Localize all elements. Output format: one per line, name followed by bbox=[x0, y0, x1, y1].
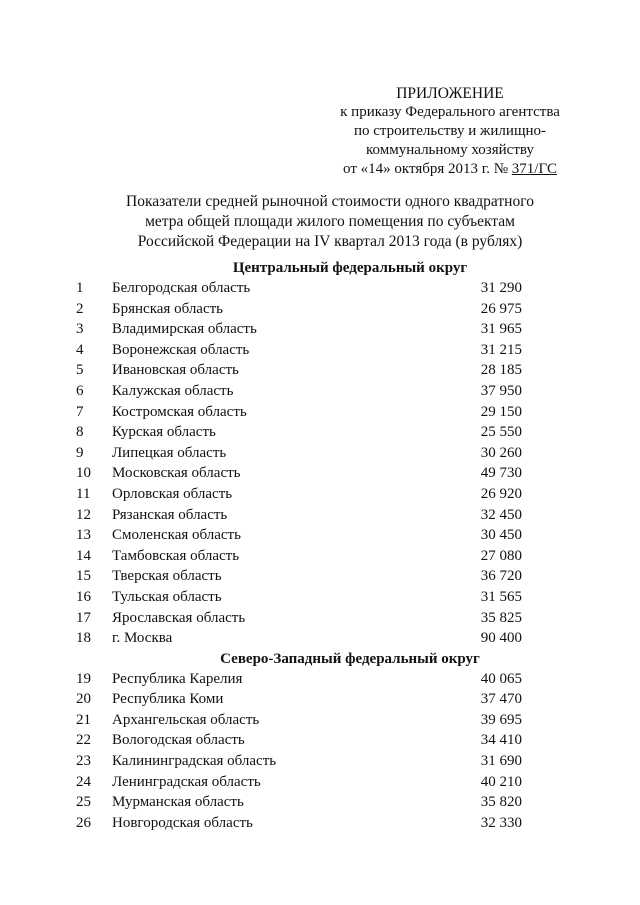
appendix-order-line bbox=[300, 160, 600, 179]
table-row bbox=[0, 319, 640, 340]
table-row bbox=[0, 813, 640, 834]
table-row bbox=[0, 402, 640, 423]
row-number: 23 bbox=[76, 753, 91, 770]
row-number: 7 bbox=[76, 403, 84, 420]
table-row bbox=[0, 505, 640, 526]
appendix-line: коммунальному хозяйству bbox=[366, 142, 534, 158]
region-name: г. Москва bbox=[112, 630, 173, 647]
price-value: 29 150 bbox=[480, 403, 522, 420]
price-value: 30 450 bbox=[480, 527, 522, 544]
price-value: 37 470 bbox=[480, 691, 522, 708]
row-number: 19 bbox=[76, 670, 91, 687]
price-value: 26 975 bbox=[480, 300, 522, 317]
price-value: 27 080 bbox=[480, 547, 522, 564]
price-value: 31 690 bbox=[480, 753, 522, 770]
row-number: 16 bbox=[76, 588, 91, 605]
region-name: Калужская область bbox=[112, 382, 234, 399]
region-name: Архангельская область bbox=[112, 711, 260, 728]
row-number: 8 bbox=[76, 424, 84, 441]
region-name: Калининградская область bbox=[112, 753, 277, 770]
price-value: 31 965 bbox=[480, 321, 522, 338]
table-row bbox=[0, 772, 640, 793]
price-table bbox=[0, 258, 640, 833]
appendix-line: по строительству и жилищно- bbox=[353, 123, 547, 139]
row-number: 17 bbox=[76, 609, 91, 626]
row-number: 12 bbox=[76, 506, 91, 523]
order-number: 371/ГС bbox=[511, 161, 557, 177]
title-line: Российской Федерации на IV квартал 2013 года (в рублях) bbox=[137, 233, 523, 250]
price-value: 39 695 bbox=[480, 711, 522, 728]
row-number: 21 bbox=[76, 711, 91, 728]
table-row bbox=[0, 751, 640, 772]
title-line: Показатели средней рыночной стоимости одного квадратного bbox=[126, 193, 534, 210]
region-name: Костромская область bbox=[112, 403, 247, 420]
region-name: Владимирская область bbox=[112, 321, 257, 338]
row-number: 13 bbox=[76, 527, 91, 544]
row-number: 25 bbox=[76, 794, 91, 811]
price-value: 35 820 bbox=[480, 794, 522, 811]
price-value: 90 400 bbox=[480, 630, 522, 647]
district-heading: Центральный федеральный округ bbox=[232, 260, 468, 276]
table-row bbox=[0, 360, 640, 381]
price-value: 26 920 bbox=[480, 485, 522, 502]
title-line: метра общей площади жилого помещения по субъектам bbox=[145, 213, 515, 230]
document-title bbox=[60, 192, 600, 252]
table-row bbox=[0, 299, 640, 320]
row-number: 26 bbox=[76, 814, 91, 831]
region-name: Липецкая область bbox=[112, 444, 227, 461]
table-row bbox=[0, 566, 640, 587]
row-number: 6 bbox=[76, 382, 84, 399]
table-row bbox=[0, 381, 640, 402]
table-row bbox=[0, 463, 640, 484]
table-row bbox=[0, 669, 640, 690]
table-row bbox=[0, 628, 640, 649]
row-number: 3 bbox=[76, 321, 84, 338]
price-value: 32 330 bbox=[480, 814, 522, 831]
price-value: 37 950 bbox=[480, 382, 522, 399]
price-value: 31 565 bbox=[480, 588, 522, 605]
price-value: 40 065 bbox=[480, 670, 522, 687]
price-value: 32 450 bbox=[480, 506, 522, 523]
table-row bbox=[0, 484, 640, 505]
order-date: от «14» октября 2013 г. № bbox=[343, 161, 509, 177]
row-number: 20 bbox=[76, 691, 91, 708]
row-number: 5 bbox=[76, 362, 84, 379]
price-value: 30 260 bbox=[480, 444, 522, 461]
region-name: Вологодская область bbox=[112, 732, 245, 749]
table-row bbox=[0, 546, 640, 567]
table-row bbox=[0, 340, 640, 361]
region-name: Тамбовская область bbox=[112, 547, 240, 564]
region-name: Республика Карелия bbox=[112, 670, 243, 687]
row-number: 24 bbox=[76, 773, 91, 790]
row-number: 1 bbox=[76, 280, 84, 296]
region-name: Смоленская область bbox=[112, 527, 241, 544]
region-name: Ивановская область bbox=[112, 362, 239, 379]
table-row bbox=[0, 525, 640, 546]
region-name: Брянская область bbox=[112, 300, 224, 317]
price-value: 40 210 bbox=[480, 773, 522, 790]
region-name: Ленинградская область bbox=[112, 773, 261, 790]
region-name: Тверская область bbox=[112, 568, 222, 585]
price-value: 25 550 bbox=[480, 424, 522, 441]
table-row bbox=[0, 792, 640, 813]
price-value: 28 185 bbox=[480, 362, 522, 379]
row-number: 4 bbox=[76, 341, 84, 358]
table-row bbox=[0, 710, 640, 731]
price-value: 31 290 bbox=[480, 280, 522, 296]
region-name: Новгородская область bbox=[112, 814, 253, 831]
table-row bbox=[0, 587, 640, 608]
appendix-heading: ПРИЛОЖЕНИЕ bbox=[396, 85, 504, 102]
row-number: 2 bbox=[76, 300, 84, 317]
row-number: 18 bbox=[76, 630, 91, 647]
region-name: Ярославская область bbox=[112, 609, 246, 626]
region-name: Мурманская область bbox=[112, 794, 244, 811]
row-number: 15 bbox=[76, 568, 91, 585]
region-name: Курская область bbox=[112, 424, 216, 441]
price-value: 34 410 bbox=[480, 732, 522, 749]
table-row bbox=[0, 730, 640, 751]
region-name: Воронежская область bbox=[112, 341, 250, 358]
table-row bbox=[0, 608, 640, 629]
table-row bbox=[0, 278, 640, 299]
row-number: 14 bbox=[76, 547, 91, 564]
appendix-block bbox=[300, 84, 600, 179]
region-name: Московская область bbox=[112, 465, 241, 482]
region-name: Республика Коми bbox=[112, 691, 224, 708]
row-number: 11 bbox=[76, 485, 91, 502]
region-name: Белгородская область bbox=[112, 280, 251, 296]
price-value: 49 730 bbox=[480, 465, 522, 482]
price-value: 35 825 bbox=[480, 609, 522, 626]
price-value: 36 720 bbox=[480, 568, 522, 585]
appendix-line: к приказу Федерального агентства bbox=[340, 104, 560, 120]
table-row bbox=[0, 689, 640, 710]
region-name: Рязанская область bbox=[112, 506, 228, 523]
row-number: 9 bbox=[76, 444, 84, 461]
table-row bbox=[0, 422, 640, 443]
row-number: 22 bbox=[76, 732, 91, 749]
region-name: Тульская область bbox=[112, 588, 222, 605]
district-heading: Северо-Западный федеральный округ bbox=[220, 650, 480, 667]
region-name: Орловская область bbox=[112, 485, 233, 502]
table-row bbox=[0, 443, 640, 464]
row-number: 10 bbox=[76, 465, 91, 482]
price-value: 31 215 bbox=[480, 341, 522, 358]
